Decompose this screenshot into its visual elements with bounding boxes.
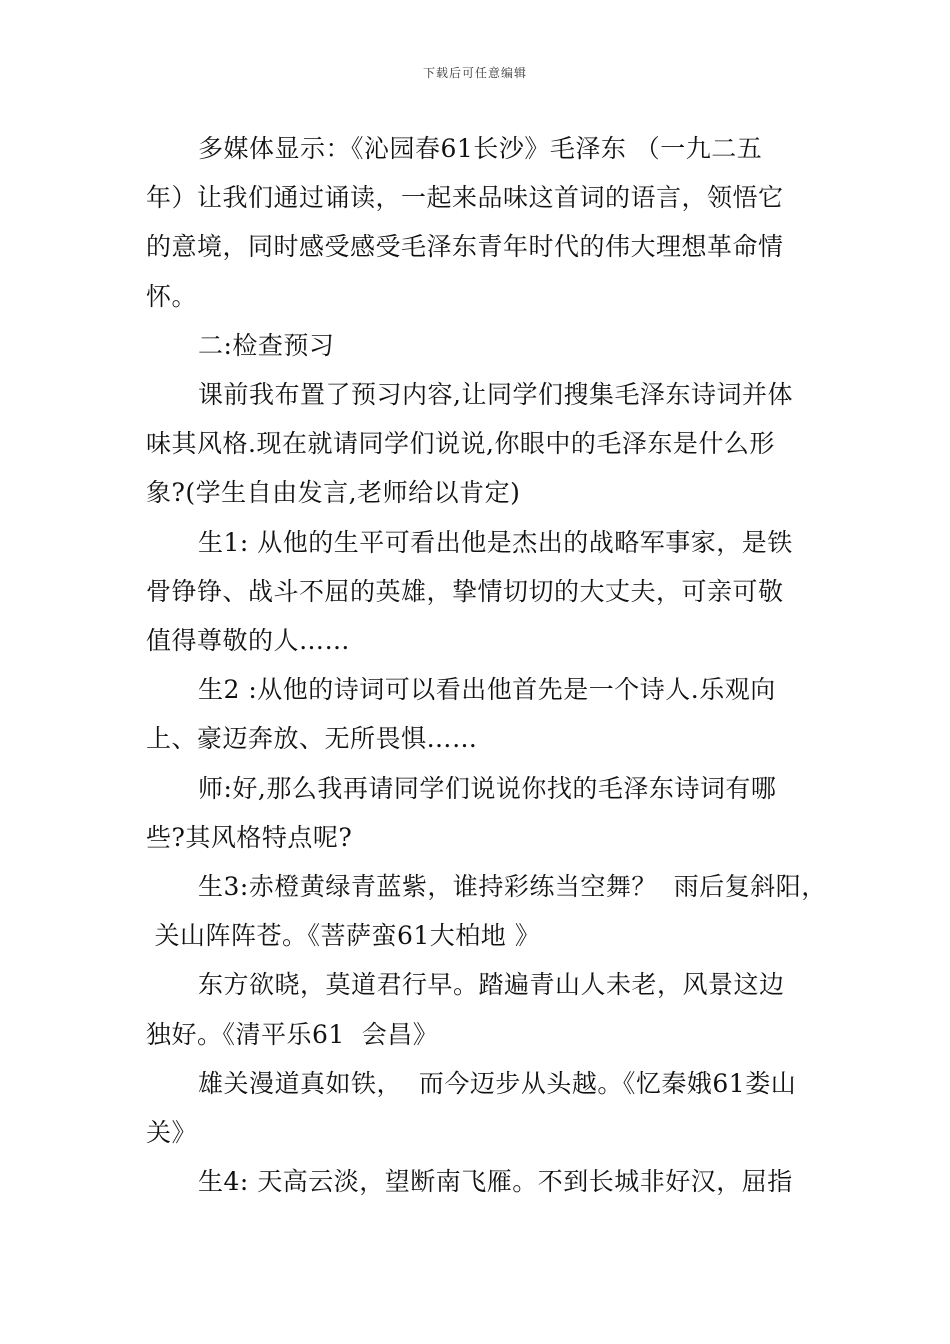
paragraph [146,764,810,862]
paragraph-line: 生3:赤橙黄绿青蓝紫，谁持彩练当空舞？ 雨后复斜阳， [198,872,827,902]
paragraph-line: 师:好,那么我再请同学们说说你找的毛泽东诗词有哪 [198,773,777,803]
paragraph [146,321,810,370]
paragraph [146,370,810,518]
paragraph-line: 味其风格.现在就请同学们说说,你眼中的毛泽东是什么形 [146,429,775,459]
paragraph-line: 生2 :从他的诗词可以看出他首先是一个诗人.乐观向 [198,675,776,705]
page-header: 下载后可任意编辑 [422,66,527,80]
paragraph-line: 雄关漫道真如铁， 而今迈步从头越。《忆秦娥61娄山 [198,1068,797,1098]
paragraph-line: 二:检查预习 [198,330,335,360]
paragraph-line: 生1: 从他的生平可看出他是杰出的战略军事家，是铁 [198,527,793,557]
paragraph-line: 象?(学生自由发言,老师给以肯定) [146,478,521,508]
paragraph-line: 关山阵阵苍。《菩萨蛮61大柏地 》 [146,921,541,951]
paragraph [146,862,827,960]
paragraph-line: 东方欲晓，莫道君行早。踏遍青山人未老，风景这边 [198,970,785,1000]
paragraph-line: 些?其风格特点呢? [146,822,353,852]
paragraph [146,1059,810,1157]
paragraph [146,1157,810,1206]
paragraph-line: 年）让我们通过诵读，一起来品味这首词的语言，领悟它 [146,183,784,213]
paragraph-line: 多媒体显示：《沁园春61长沙》毛泽东 （一九二五 [198,134,763,163]
paragraph-line: 值得尊敬的人…… [146,626,351,656]
paragraph-line: 的意境，同时感受感受毛泽东青年时代的伟大理想革命情 [146,232,784,262]
paragraph [146,665,810,763]
paragraph-line: 课前我布置了预习内容,让同学们搜集毛泽东诗词并体 [198,380,793,410]
paragraph [146,518,810,666]
document-body [146,124,827,1206]
paragraph-line: 骨铮铮、战斗不屈的英雄，挚情切切的大丈夫，可亲可敬 [146,576,784,606]
paragraph-line: 关》 [146,1118,198,1148]
paragraph [146,960,810,1058]
paragraph-line: 怀。 [146,281,198,311]
paragraph-line: 上、豪迈奔放、无所畏惧…… [146,724,478,754]
paragraph-line: 生4: 天高云淡，望断南飞雁。不到长城非好汉，屈指 [198,1167,793,1197]
paragraph-line: 独好。《清平乐61 会昌》 [146,1019,439,1049]
paragraph [146,124,810,321]
